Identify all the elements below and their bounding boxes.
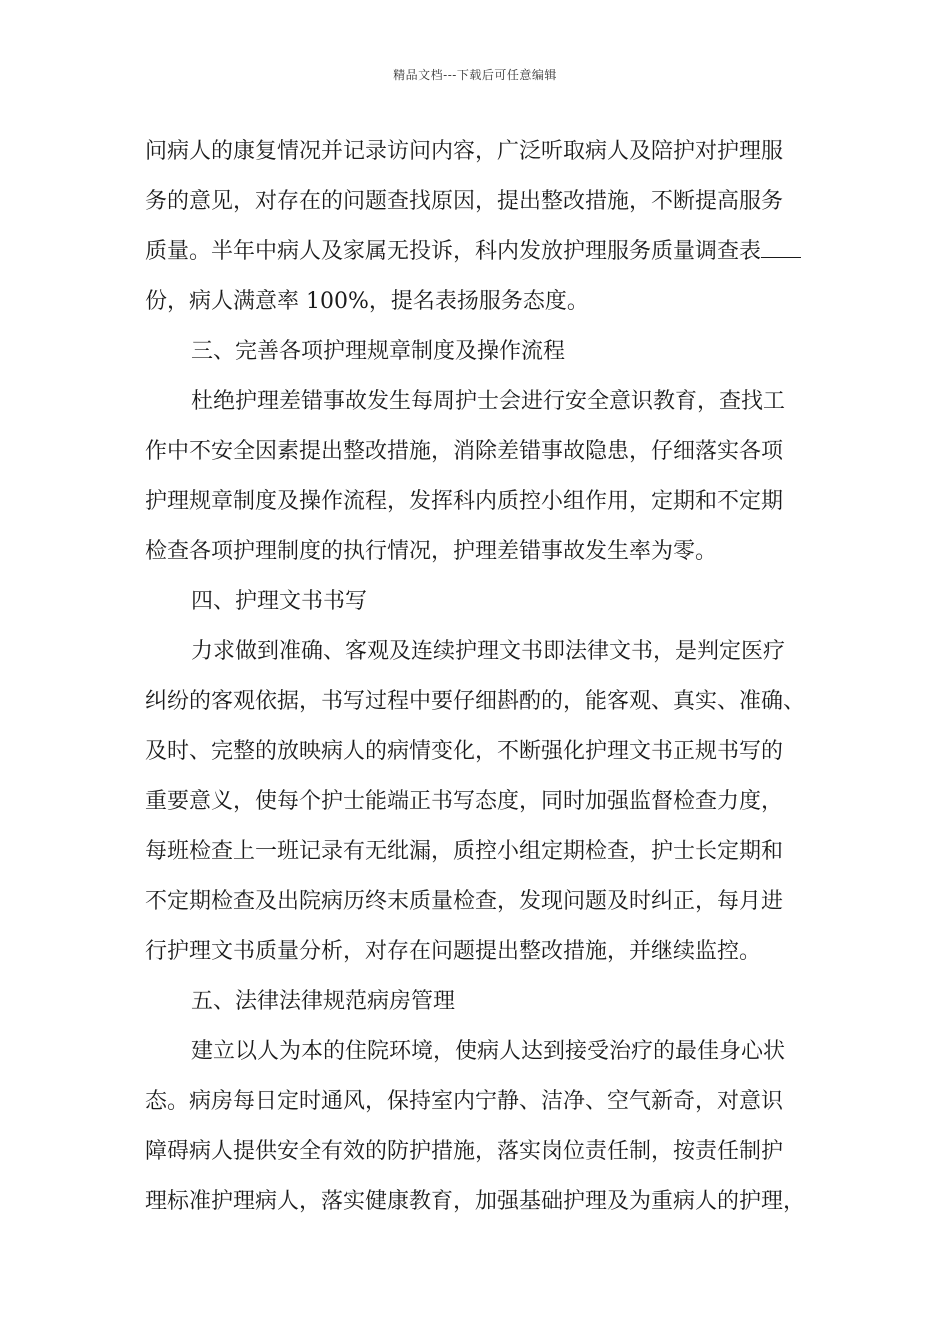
text-line: 理标准护理病人，落实健康教育，加强基础护理及为重病人的护理， — [145, 1189, 806, 1214]
text-line: 行护理文书质量分析，对存在问题提出整改措施，并继续监控。 — [145, 939, 762, 964]
text-line: 检查各项护理制度的执行情况，护理差错事故发生率为零。 — [145, 539, 718, 564]
text-line: 态。病房每日定时通风，保持室内宁静、洁净、空气新奇，对意识 — [145, 1089, 784, 1114]
text-line: 建立以人为本的住院环境，使病人达到接受治疗的最佳身心状 — [191, 1039, 786, 1064]
text-line: 力求做到准确、客观及连续护理文书即法律文书，是判定医疗 — [191, 639, 786, 664]
text-line: 问病人的康复情况并记录访问内容，广泛听取病人及陪护对护理服 — [145, 139, 784, 164]
text-line: 及时、完整的放映病人的病情变化，不断强化护理文书正规书写的 — [145, 739, 784, 764]
text-line: 作中不安全因素提出整改措施，消除差错事故隐患，仔细落实各项 — [145, 439, 784, 464]
text-line: 重要意义，使每个护士能端正书写态度，同时加强监督检查力度， — [145, 789, 784, 814]
text-line: 护理规章制度及操作流程，发挥科内质控小组作用，定期和不定期 — [145, 489, 784, 514]
text-line: 每班检查上一班记录有无纰漏，质控小组定期检查，护士长定期和 — [145, 839, 784, 864]
section-heading: 三、完善各项护理规章制度及操作流程 — [191, 339, 566, 364]
page-header: 精品文档---下载后可任意编辑 — [393, 68, 557, 82]
section-heading: 五、法律法律规范病房管理 — [191, 989, 456, 1014]
text-line: 纠纷的客观依据，书写过程中要仔细斟酌的，能客观、真实、准确、 — [145, 689, 806, 714]
section-heading: 四、护理文书书写 — [191, 589, 368, 614]
text-line: 障碍病人提供安全有效的防护措施，落实岗位责任制，按责任制护 — [145, 1139, 784, 1164]
text-line: 不定期检查及出院病历终末质量检查，发现问题及时纠正，每月进 — [145, 889, 784, 914]
text-line: 杜绝护理差错事故发生每周护士会进行安全意识教育，查找工 — [191, 389, 786, 414]
fill-in-blank — [761, 239, 801, 258]
text-line-content: 质量。半年中病人及家属无投诉，科内发放护理服务质量调查表 — [145, 239, 762, 264]
text-line: 份，病人满意率 100%，提名表扬服务态度。 — [145, 289, 589, 314]
text-line — [145, 237, 835, 267]
text-line: 务的意见，对存在的问题查找原因，提出整改措施，不断提高服务 — [145, 189, 784, 214]
